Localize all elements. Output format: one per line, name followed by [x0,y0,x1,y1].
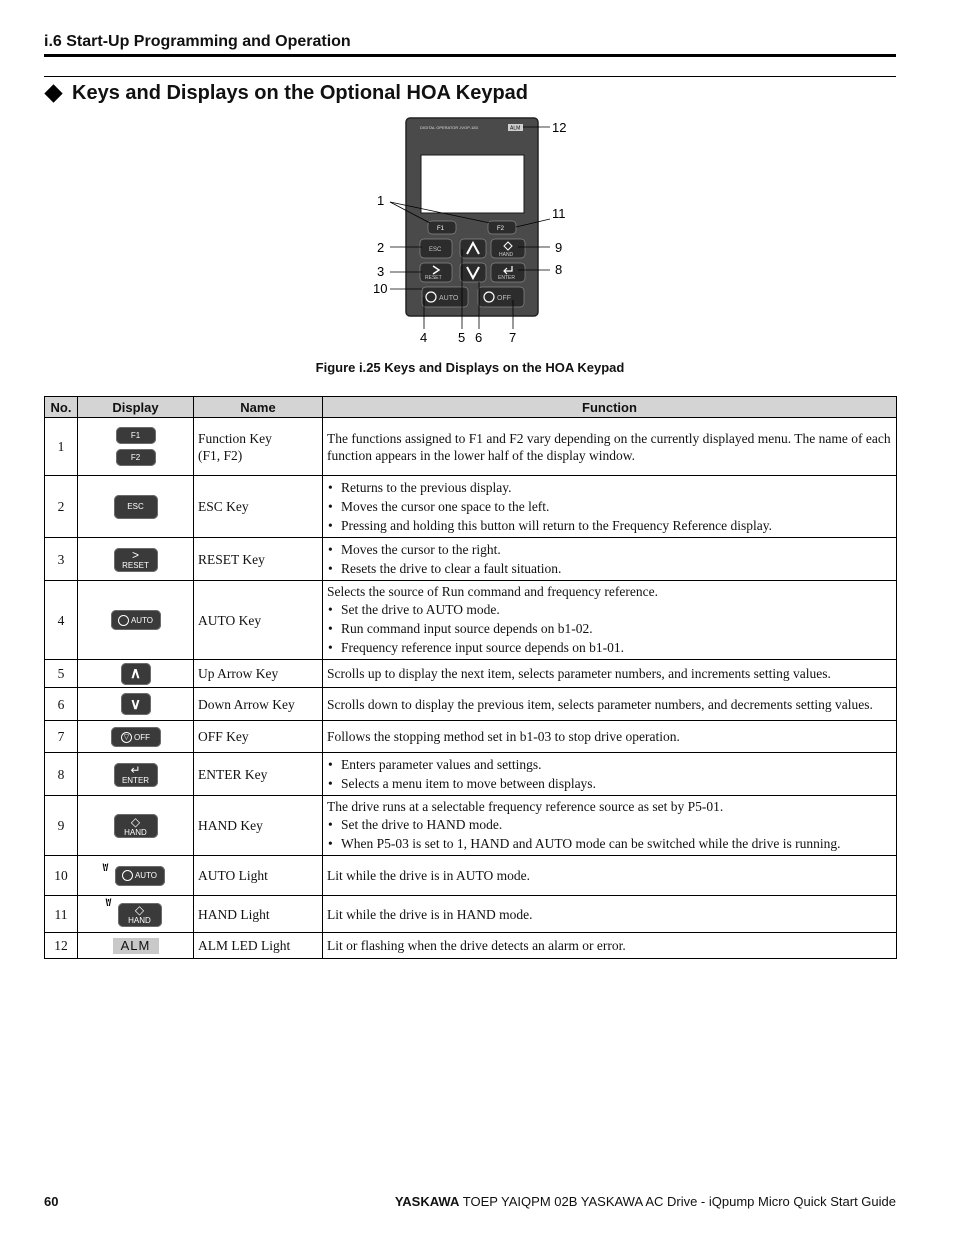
callout-2: 2 [377,240,385,255]
keypad-figure [360,115,600,350]
callout-1: 1 [377,193,385,208]
name-cell: Up Arrow Key [194,660,323,688]
function-cell: • Moves the cursor to the right. • Resets the drive to clear a fault situation. [323,538,897,581]
footer-doc-title: TOEP YAIQPM 02B YASKAWA AC Drive - iQpump Micro Quick Start Guide [462,1194,896,1209]
function-cell: Scrolls up to display the next item, selects parameter numbers, and increments setting values. [323,660,897,688]
table-row [45,753,897,796]
function-cell: Lit while the drive is in AUTO mode. [323,856,897,896]
table-header-row [45,397,897,418]
name-cell: OFF Key [194,721,323,753]
name-cell: RESET Key [194,538,323,581]
hand-key-icon: ◇ HAND [118,903,162,927]
hand-light-icon [105,898,162,927]
f1-key-label: F1 [437,226,445,232]
alm-led-icon: ALM [113,938,159,954]
auto-key-icon: AUTO [115,866,165,886]
off-ring-icon: ▽ [121,732,132,743]
reset-key-label: RESET [425,275,442,281]
name-cell: ALM LED Light [194,933,323,959]
display-cell [78,476,194,538]
display-cell [78,581,194,660]
header-display: Display [78,397,194,418]
row-number: 12 [45,933,78,959]
page-title [44,80,528,106]
hand-key-icon: ◇ HAND [114,814,158,838]
row-number: 8 [45,753,78,796]
keypad-diagram [360,115,600,350]
callout-9: 9 [555,240,563,255]
auto-key-icon: AUTO [111,610,161,630]
name-cell: Function Key (F1, F2) [194,418,323,476]
title-rule [44,76,896,77]
row-number: 4 [45,581,78,660]
row-number: 7 [45,721,78,753]
table-row [45,418,897,476]
row-number: 2 [45,476,78,538]
hand-diamond-icon: ◇ [134,903,145,918]
callout-8: 8 [555,262,563,277]
table-row [45,896,897,933]
row-number: 9 [45,796,78,856]
row-number: 6 [45,688,78,721]
function-cell: The functions assigned to F1 and F2 vary depending on the currently displayed menu. The name of each function appears in the lower half of the display window. [323,418,897,476]
display-cell [78,856,194,896]
display-cell [78,418,194,476]
display-window [421,155,524,213]
callout-7: 7 [509,330,517,345]
esc-key-label: ESC [429,247,442,253]
callout-3: 3 [377,264,385,279]
row-number: 3 [45,538,78,581]
auto-key-label: AUTO [439,295,459,302]
figure-caption: Figure i.25 Keys and Displays on the HOA Keypad [315,360,625,375]
table-row [45,660,897,688]
name-cell: ENTER Key [194,753,323,796]
callout-6: 6 [475,330,483,345]
section-header: i.6 Start-Up Programming and Operation [44,33,351,50]
reset-key-icon: > RESET [114,548,158,572]
down-arrow-icon: ∨ [121,693,151,715]
auto-ring-icon [122,870,133,881]
display-cell [78,688,194,721]
page-title-text: Keys and Displays on the Optional HOA Keypad [72,81,529,104]
hand-diamond-icon: ◇ [130,814,141,829]
table-row [45,476,897,538]
header-rule [44,54,896,57]
diamond-icon [44,84,62,102]
display-cell [78,721,194,753]
display-cell [78,933,194,959]
off-key-label: OFF [497,295,511,302]
operator-label: DIGITAL OPERATOR JVOP-183 [420,125,478,130]
row-number: 11 [45,896,78,933]
function-cell: Selects the source of Run command and frequency reference. • Set the drive to AUTO mode. • Run command input source depends on b1-02. • Frequency reference input source depends on b1-01. [323,581,897,660]
function-cell: • Returns to the previous display. • Moves the cursor one space to the left. • Pressing and holding this button will return to the Frequency Reference display. [323,476,897,538]
table-row [45,538,897,581]
keypad-body [406,118,538,316]
light-rays-icon: \'/ [105,898,111,910]
callout-11: 11 [552,206,566,221]
display-cell [78,796,194,856]
keys-table [44,396,897,959]
function-cell: Lit while the drive is in HAND mode. [323,896,897,933]
footer [395,1194,896,1209]
page-number: 60 [44,1194,59,1209]
alm-led-label: ALM [510,125,521,132]
header-name: Name [194,397,323,418]
esc-key-icon: ESC [114,495,158,519]
callout-10: 10 [373,281,388,296]
table-row [45,581,897,660]
display-cell [78,538,194,581]
table-row [45,856,897,896]
off-key-icon: ▽ OFF [111,727,161,747]
f1-key-icon: F1 [116,427,156,444]
callout-5: 5 [458,330,466,345]
function-cell: Scrolls down to display the previous item, selects parameter numbers, and decrements setting values. [323,688,897,721]
f2-key-icon: F2 [116,449,156,466]
table-row [45,796,897,856]
name-cell: Down Arrow Key [194,688,323,721]
function-cell: Lit or flashing when the drive detects an alarm or error. [323,933,897,959]
right-arrow-icon: > [131,548,139,563]
row-number: 5 [45,660,78,688]
display-cell [78,896,194,933]
header-function: Function [323,397,897,418]
name-cell: AUTO Light [194,856,323,896]
row-number: 10 [45,856,78,896]
display-cell [78,753,194,796]
enter-key-icon: ↵ ENTER [114,763,158,787]
function-cell: Follows the stopping method set in b1-03 to stop drive operation. [323,721,897,753]
display-cell [78,660,194,688]
name-cell: ESC Key [194,476,323,538]
up-arrow-icon: ∧ [121,663,151,685]
light-rays-icon: \'/ [102,862,108,874]
table-row [45,933,897,959]
footer-brand: YASKAWA [394,1194,460,1209]
enter-key-label: ENTER [498,275,515,281]
header-no: No. [45,397,78,418]
enter-arrow-icon: ↵ [130,763,141,778]
callout-4: 4 [420,330,428,345]
name-cell: HAND Light [194,896,323,933]
function-cell: The drive runs at a selectable frequency reference source as set by P5-01. • Set the drive to HAND mode. • When P5-03 is set to 1, HAND and AUTO mode can be switched while the drive is running. [323,796,897,856]
table-row [45,688,897,721]
callout-12: 12 [552,120,567,135]
function-cell: • Enters parameter values and settings. • Selects a menu item to move between displays. [323,753,897,796]
row-number: 1 [45,418,78,476]
f2-key-label: F2 [497,226,505,232]
auto-light-icon [102,862,165,886]
table-row [45,721,897,753]
name-cell: AUTO Key [194,581,323,660]
hand-key-label: HAND [499,252,514,258]
name-cell: HAND Key [194,796,323,856]
auto-ring-icon [118,615,129,626]
